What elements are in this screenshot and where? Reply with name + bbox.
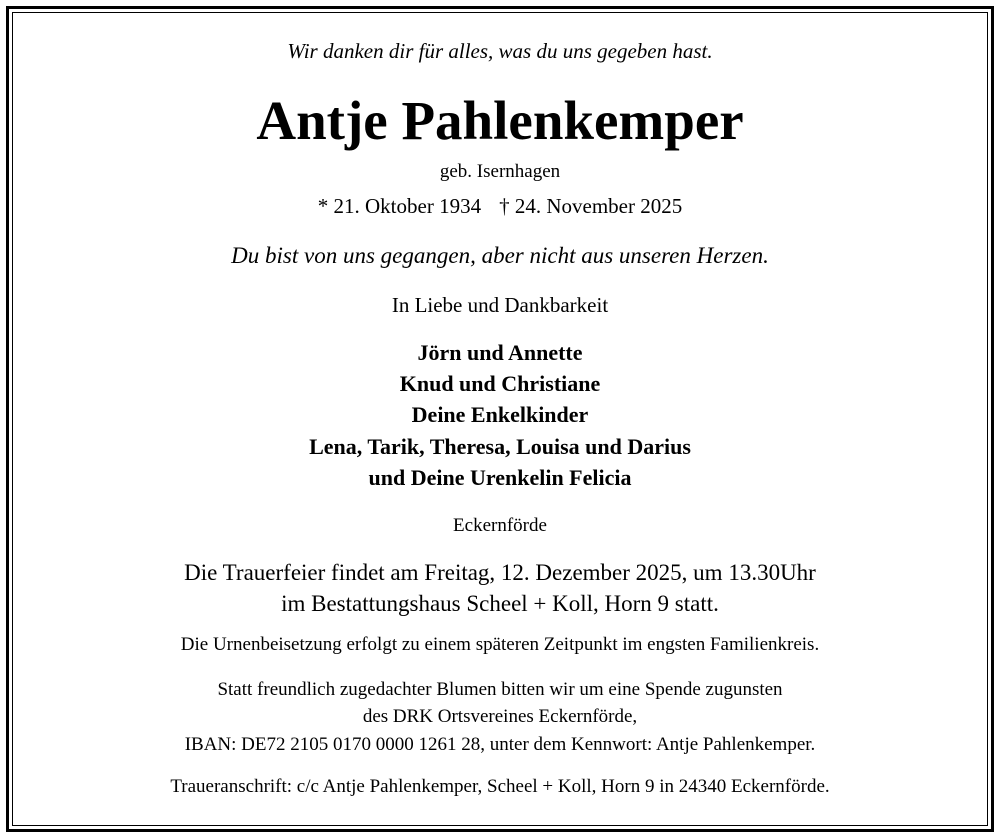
mourners-intro: In Liebe und Dankbarkeit xyxy=(391,293,609,317)
deceased-name: Antje Pahlenkemper xyxy=(256,90,744,151)
mourner-line: Lena, Tarik, Theresa, Louisa und Darius xyxy=(309,434,691,459)
maiden-name: geb. Isernhagen xyxy=(439,161,561,182)
mourner-line: Deine Enkelkinder xyxy=(411,402,589,427)
mourner-line: und Deine Urenkelin Felicia xyxy=(368,465,632,490)
opening-quote: Wir danken dir für alles, was du uns gegeben hast. xyxy=(287,39,713,63)
mourner-line: Knud und Christiane xyxy=(399,371,601,396)
memorial-quote: Du bist von uns gegangen, aber nicht aus unseren Herzen. xyxy=(231,243,769,268)
mourning-address: Traueranschrift: c/c Antje Pahlenkemper, Scheel + Koll, Horn 9 in 24340 Eckernförde. xyxy=(170,776,830,797)
mourner-line: Jörn und Annette xyxy=(417,340,583,365)
funeral-service-line: im Bestattungshaus Scheel + Koll, Horn 9 statt. xyxy=(281,591,719,616)
birth-date: * 21. Oktober 1934 xyxy=(317,194,482,218)
donation-line: Statt freundlich zugedachter Blumen bitten wir um eine Spende zugunsten xyxy=(217,679,783,700)
urn-burial-note: Die Urnenbeisetzung erfolgt zu einem späteren Zeitpunkt im engsten Familienkreis. xyxy=(180,634,820,655)
donation-line: IBAN: DE72 2105 0170 0000 1261 28, unter dem Kennwort: Antje Pahlenkemper. xyxy=(184,734,816,755)
funeral-service-line: Die Trauerfeier findet am Freitag, 12. Dezember 2025, um 13.30Uhr xyxy=(184,560,816,585)
life-dates xyxy=(0,196,1000,217)
donation-line: des DRK Ortsvereines Eckernförde, xyxy=(362,706,638,727)
death-date: † 24. November 2025 xyxy=(499,194,683,218)
place-name: Eckernförde xyxy=(453,515,547,536)
